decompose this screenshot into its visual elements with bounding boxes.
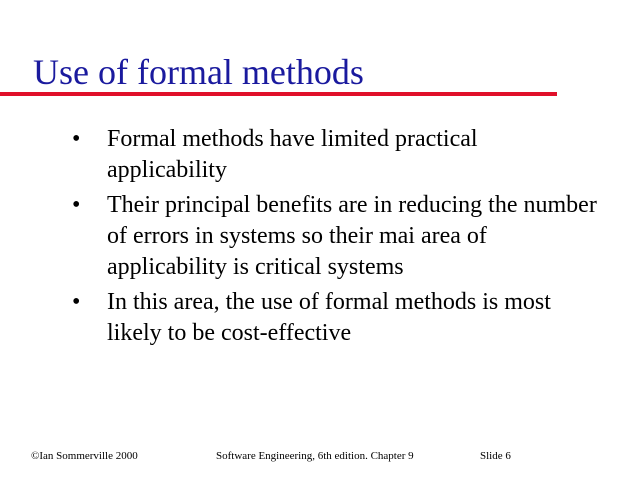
slide-title: Use of formal methods [33,52,364,92]
bullet-text-line: of errors in systems so their mai area of [107,223,487,249]
bullet-text-line: In this area, the use of formal methods is most [107,289,551,315]
bullet-text-line: applicability [107,157,227,183]
title-underline-rule [0,92,557,96]
footer-copyright: ©Ian Sommerville 2000 [31,450,138,462]
bullet-text-line: Formal methods have limited practical [107,126,478,152]
bullet-text-line: likely to be cost-effective [107,320,352,346]
footer-book-title: Software Engineering, 6th edition. Chapter 9 [216,450,414,462]
bullet-text-line: Their principal benefits are in reducing the number [107,192,597,218]
bullet-item [0,287,607,349]
bullet-icon: • [72,289,81,315]
bullet-item [0,124,607,186]
bullet-icon: • [72,192,81,218]
bullet-item [0,190,607,283]
bullet-list [0,124,638,353]
bullet-icon: • [72,126,81,152]
footer-slide-number: Slide 6 [480,450,511,462]
bullet-text-line: applicability is critical systems [107,254,404,280]
